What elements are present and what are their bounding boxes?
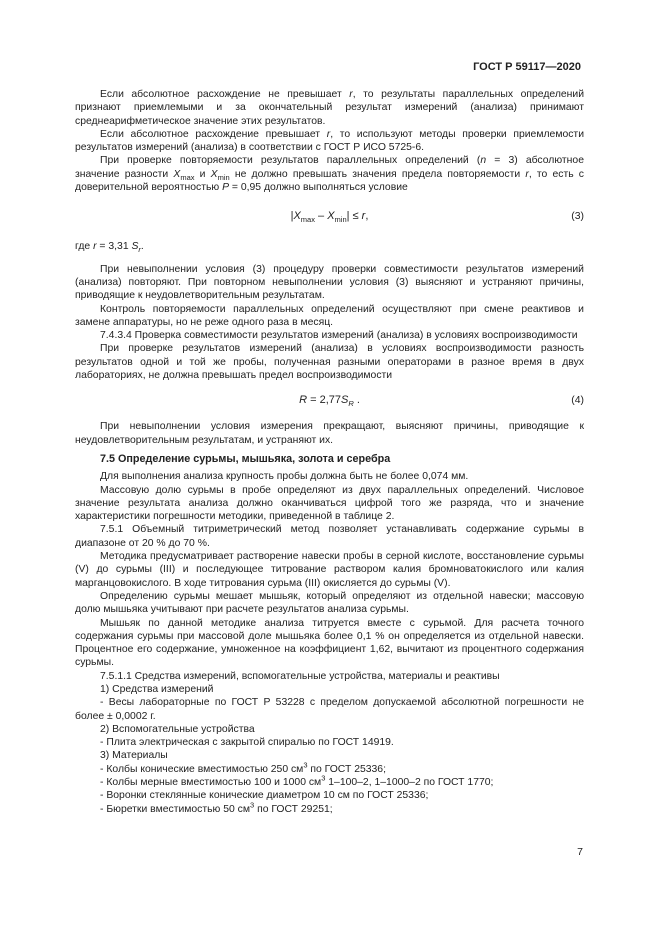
clause-heading: 7.4.3.4 Проверка совместимости результатов измерений (анализа) в условиях воспроизводимости xyxy=(100,330,578,342)
list-heading: 3) Материалы xyxy=(100,750,168,762)
paragraph: Контроль повторяемости параллельных определений осуществляют при смене реактивов и замене аппаратуры, но не реже одного раза в месяц. xyxy=(75,303,584,328)
list-item: - Колбы конические вместимостью 250 $см^3$ по ГОСТ 25336; xyxy=(100,760,386,775)
paragraph: Массовую долю сурьмы в пробе определяют из двух параллельных определений. Числовое значение результата анализа должно оканчиваться цифрой того же разряда, что и значение характеристики погрешности методики, приведенной в таблице 2. xyxy=(75,484,584,523)
formula-number: (3) xyxy=(571,211,584,223)
clause-heading: 7.5.1.1 Средства измерений, вспомогательные устройства, материалы и реактивы xyxy=(100,670,500,682)
list-heading: 1) Средства измерений xyxy=(100,683,214,695)
formula-expression: $|X_{max} - X_{min}| \le r$, xyxy=(290,210,369,225)
paragraph: При невыполнении условия (3) процедуру проверки совместимости результатов измерений (анализа) повторяют. При повторном невыполнении условия (3) выясняют и устраняют причины, приводящие к неудовлетворительным результатам. xyxy=(75,263,584,302)
page-number: 7 xyxy=(577,846,583,858)
list-heading: 2) Вспомогательные устройства xyxy=(100,723,255,735)
where-clause: где r = 3,31 $S_r$. xyxy=(75,241,144,255)
formula-number: (4) xyxy=(571,395,584,407)
paragraph: Если абсолютное расхождение не превышает r, то результаты параллельных определений признают приемлемыми и за окончательный результат измерений (анализа) принимают среднеарифметическое значение этих результатов. xyxy=(75,89,585,127)
paragraph: Определению сурьмы мешает мышьяк, который определяют из отдельной навески; массовую долю мышьяка учитывают при расчете результатов анализа сурьмы. xyxy=(75,590,584,616)
paragraph: Если абсолютное расхождение превышает r, то используют методы проверки приемлемости результатов измерений (анализа) в соответствии с ГОСТ Р ИСО 5725-6. xyxy=(75,128,585,154)
list-item: - Плита электрическая с закрытой спиралью по ГОСТ 14919. xyxy=(100,737,394,749)
list-item: - Воронки стеклянные конические диаметром 10 см по ГОСТ 25336; xyxy=(100,790,429,802)
paragraph: Мышьяк по данной методике анализа титруется вместе с сурьмой. Для расчета точного содержания сурьмы при массовой доле мышьяка более 0,1 % он определяется из отдельной навески. Процентное его содержание, умноженное на коэффициент 1,62, вычитают из процентного содержания сурьмы. xyxy=(75,617,584,669)
formula-3 xyxy=(75,194,584,240)
section-heading: 7.5 Определение сурьмы, мышьяка, золота и серебра xyxy=(100,452,391,465)
list-item: - Колбы мерные вместимостью 100 и 1000 $см^3$ 1–100–2, 1–1000–2 по ГОСТ 1770; xyxy=(100,773,494,789)
paragraph: При проверке повторяемости результатов параллельных определений (n = 3) абсолютное значение разности $X_{max}$ и $X_{min}$ не должно превышать значения предела повторяемости r, то есть с доверительной вероятностью P = 0,95 должно выполняться условие xyxy=(75,155,584,194)
paragraph: При невыполнении условия измерения прекращают, выясняют причины, приводящие к неудовлетворительным результатам, и устраняют их. xyxy=(75,421,584,446)
paragraph: Для выполнения анализа крупность пробы должна быть не более 0,074 мм. xyxy=(100,471,469,483)
formula-expression: $R = 2,77S_R$ . xyxy=(299,394,360,409)
paragraph: При проверке результатов измерений (анализа) в условиях воспроизводимости разность результатов одной и той же пробы, полученная разными операторами в разное время в двух лабораториях, не должна превышать предел воспроизводимости xyxy=(75,343,584,382)
paragraph: 7.5.1 Объемный титриметрический метод позволяет устанавливать содержание сурьмы в диапазоне от 20 % до 70 %. xyxy=(75,524,584,549)
standard-header: ГОСТ Р 59117—2020 xyxy=(473,61,581,73)
paragraph: Методика предусматривает растворение навески пробы в серной кислоте, восстановление сурьмы (V) до сурьмы (III) и последующее титрование раствором калия бромноватокислого или калия марганцовокислого. В ходе титрования сурьма (III) окисляется до сурьмы (V). xyxy=(75,551,584,589)
document-body xyxy=(75,88,584,816)
list-item: - Бюретки вместимостью 50 $см^3$ по ГОСТ 29251; xyxy=(100,800,333,815)
list-item: - Весы лабораторные по ГОСТ Р 53228 с пределом допускаемой абсолютной погрешности не более ± 0,0002 г. xyxy=(75,697,584,722)
formula-4 xyxy=(75,382,584,420)
